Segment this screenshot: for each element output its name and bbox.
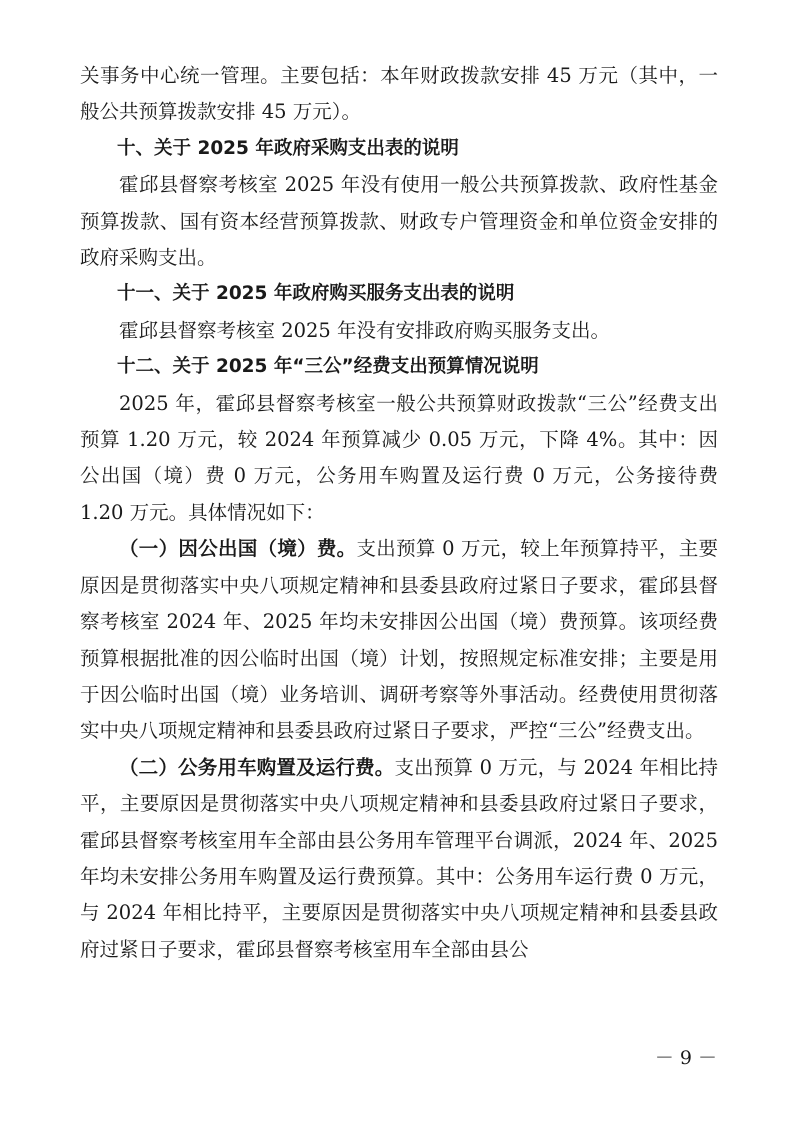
paragraph-official-vehicles bbox=[80, 750, 718, 968]
paragraph-official-vehicles-text: 支出预算 0 万元，与 2024 年相比持平，主要原因是贯彻落实中央八项规定精神和县委县政府过紧日子要求，霍邱县督察考核室用车全部由县公务用车管理平台调派，2024 年、2025 年均未安排公务用车购置及运行费预算。其中：公务用车运行费 0 万元，与 2024 年相比持平，主要原因是贯彻落实中央八项规定精神和县委县政府过紧日子要求，霍邱县督察考核室用车全部由县公 bbox=[80, 755, 718, 961]
paragraph-purchased-services: 霍邱县督察考核室 2025 年没有安排政府购买服务支出。 bbox=[119, 318, 611, 342]
paragraph-three-public-summary: 2025 年，霍邱县督察考核室一般公共预算财政拨款“三公”经费支出预算 1.20 万元，较 2024 年预算减少 0.05 万元，下降 4%。其中：因公出国（境）费 0 万元，公务用车购置及运行费 0 万元，公务接待费 1.20 万元。具体情况如下： bbox=[80, 391, 718, 524]
section-heading-12: 十二、关于 2025 年“三公”经费支出预算情况说明 bbox=[117, 356, 539, 378]
section-heading-10: 十、关于 2025 年政府采购支出表的说明 bbox=[117, 137, 459, 159]
subheading-overseas-travel: （一）因公出国（境）费。 bbox=[119, 537, 357, 561]
section-heading-11: 十一、关于 2025 年政府购买服务支出表的说明 bbox=[117, 283, 515, 305]
paragraph-procurement: 霍邱县督察考核室 2025 年没有使用一般公共预算拨款、政府性基金预算拨款、国有资本经营预算拨款、财政专户管理资金和单位资金安排的政府采购支出。 bbox=[80, 173, 718, 270]
paragraph-overseas-travel-text: 支出预算 0 万元，较上年预算持平，主要原因是贯彻落实中央八项规定精神和县委县政府过紧日子要求，霍邱县督察考核室 2024 年、2025 年均未安排因公出国（境）费预算。该项经费预算根据批准的因公临时出国（境）计划，按照规定标准安排；主要是用于因公临时出国（境）业务培训、调研考察等外事活动。经费使用贯彻落实中央八项规定精神和县委县政府过紧日子要求，严控“三公”经费支出。 bbox=[80, 537, 718, 743]
page-number: － 9 － bbox=[654, 1047, 717, 1069]
paragraph-overseas-travel bbox=[80, 531, 718, 749]
paragraph-continued: 关事务中心统一管理。主要包括：本年财政拨款安排 45 万元（其中，一般公共预算拨款安排 45 万元）。 bbox=[80, 64, 718, 124]
subheading-official-vehicles: （二）公务用车购置及运行费。 bbox=[119, 755, 395, 779]
document-body bbox=[80, 58, 718, 968]
